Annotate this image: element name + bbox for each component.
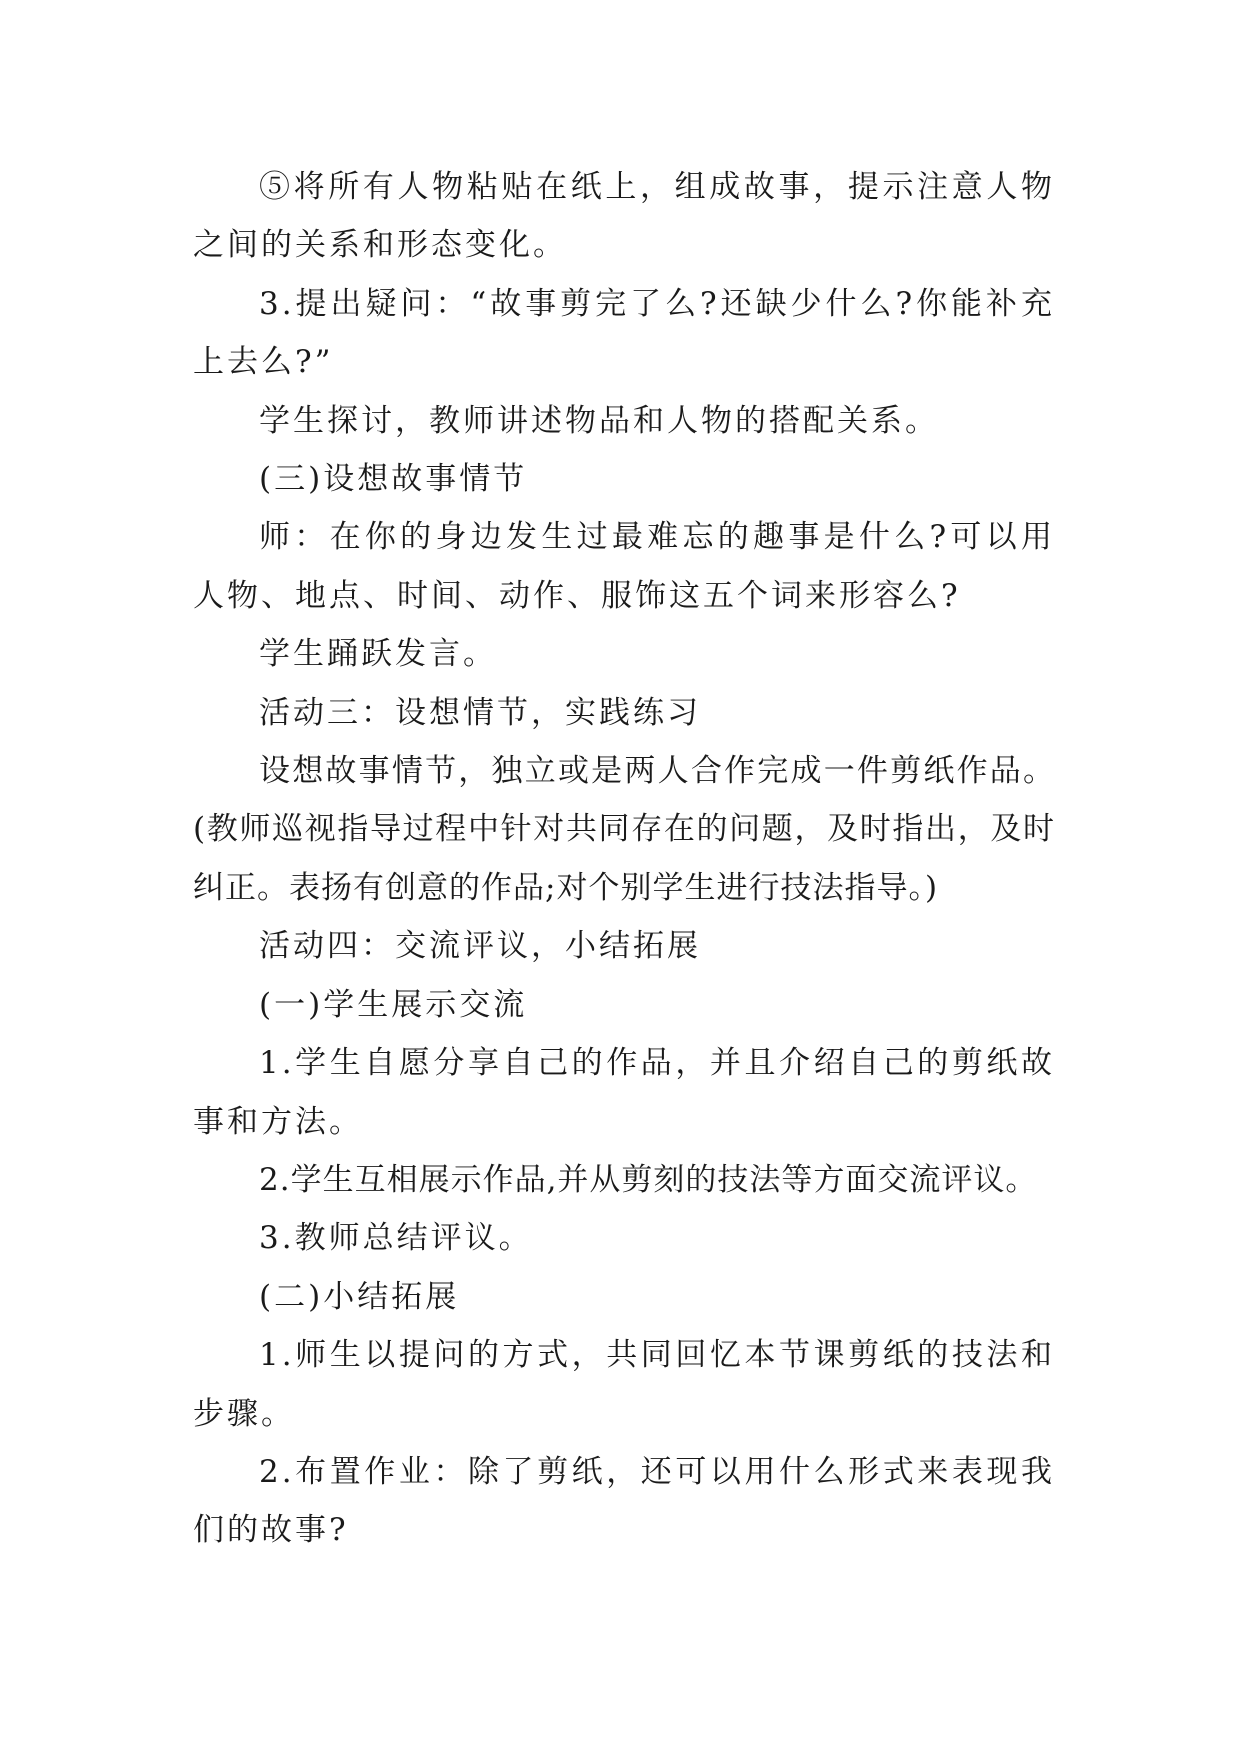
section-heading: 活动四：交流评议，小结拓展 — [259, 928, 701, 965]
paragraph: 3.提出疑问：“故事剪完了么?还缺少什么?你能补充上去么?” — [193, 285, 1055, 381]
paragraph: 师：在你的身边发生过最难忘的趣事是什么?可以用人物、地点、时间、动作、服饰这五个词来形容么? — [193, 519, 1055, 614]
section-heading: (二)小结拓展 — [259, 1278, 460, 1315]
paragraph: 设想故事情节，独立或是两人合作完成一件剪纸作品。(教师巡视指导过程中针对共同存在的问题，及时指出，及时纠正。表扬有创意的作品;对个别学生进行技法指导。) — [193, 753, 1055, 906]
paragraph: 2.布置作业：除了剪纸，还可以用什么形式来表现我们的故事? — [193, 1453, 1055, 1549]
paragraph: 3.教师总结评议。 — [259, 1220, 533, 1257]
paragraph: ⑤将所有人物粘贴在纸上，组成故事，提示注意人物之间的关系和形态变化。 — [193, 169, 1055, 264]
paragraph: 2.学生互相展示作品,并从剪刻的技法等方面交流评议。 — [259, 1161, 1038, 1198]
document-body — [193, 158, 1055, 1560]
section-heading: 活动三：设想情节，实践练习 — [259, 694, 701, 731]
paragraph: 学生踊跃发言。 — [259, 636, 497, 673]
paragraph: 1.学生自愿分享自己的作品，并且介绍自己的剪纸故事和方法。 — [193, 1045, 1055, 1140]
paragraph: 学生探讨，教师讲述物品和人物的搭配关系。 — [259, 402, 939, 439]
paragraph: 1.师生以提问的方式，共同回忆本节课剪纸的技法和步骤。 — [193, 1337, 1055, 1432]
section-heading: (三)设想故事情节 — [259, 461, 528, 498]
section-heading: (一)学生展示交流 — [259, 986, 528, 1023]
